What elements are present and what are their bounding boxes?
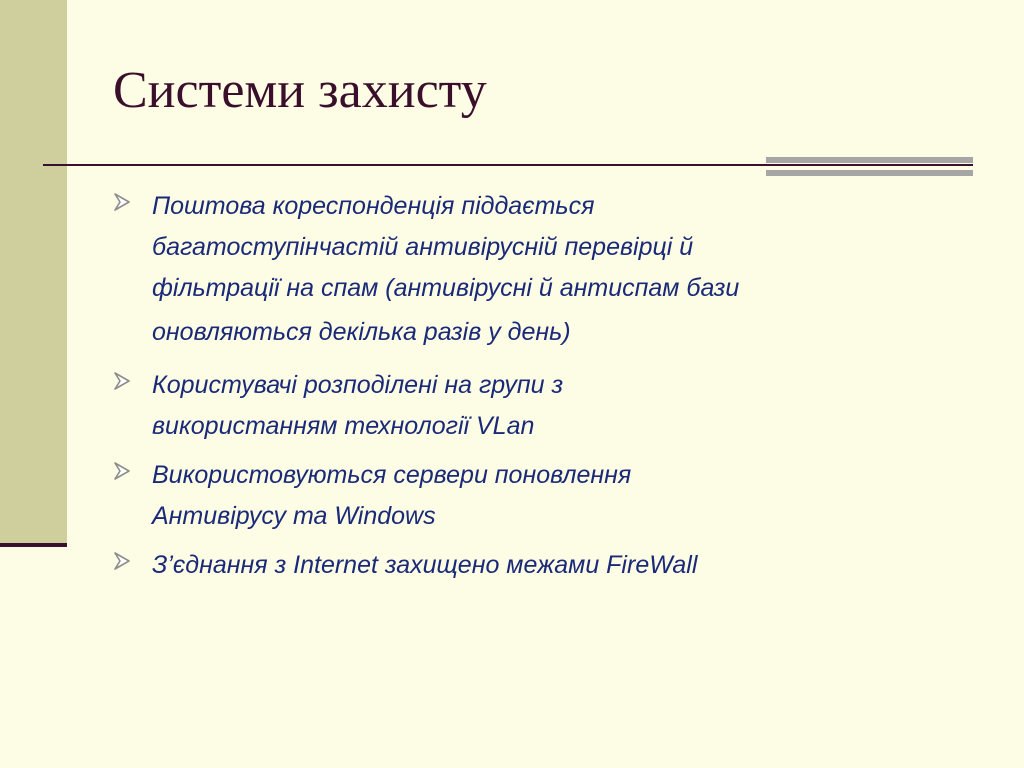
- left-decorative-band: [0, 0, 67, 545]
- bullet-line: багатоступінчастій антивірусній перевірці й: [152, 233, 694, 261]
- bullet-line: З’єднання з Internet захищено межами FireWall: [152, 551, 698, 579]
- bullet-text: [152, 365, 992, 447]
- title-divider: [43, 164, 973, 166]
- bullet-line: Антивірусу та Windows: [152, 502, 436, 530]
- arrowhead-bullet-icon: [112, 370, 132, 392]
- bullet-item: [112, 455, 992, 537]
- accent-bar-top: [766, 157, 973, 163]
- arrowhead-bullet-icon: [112, 550, 132, 572]
- bullet-text: [152, 545, 992, 586]
- bullet-line: оновляються декілька разів у день): [152, 318, 571, 346]
- bullet-line: Використовуються сервери поновлення: [152, 461, 632, 489]
- bullet-item: [112, 365, 992, 447]
- accent-bar-bottom: [766, 170, 973, 176]
- left-band-underline: [0, 543, 67, 547]
- bullet-item: [112, 186, 992, 357]
- bullet-line: фільтрації на спам (антивірусні й антиспам бази: [152, 274, 740, 302]
- slide-title: Системи захисту: [113, 62, 487, 119]
- bullet-line: використанням технології VLan: [152, 412, 535, 440]
- arrowhead-bullet-icon: [112, 460, 132, 482]
- arrowhead-bullet-icon: [112, 191, 132, 213]
- bullet-text: [152, 186, 992, 357]
- bullet-line: Користувачі розподілені на групи з: [152, 371, 564, 399]
- bullet-list: [112, 186, 992, 594]
- bullet-item: [112, 545, 992, 586]
- bullet-text: [152, 455, 992, 537]
- bullet-line: Поштова кореспонденція піддається: [152, 192, 595, 220]
